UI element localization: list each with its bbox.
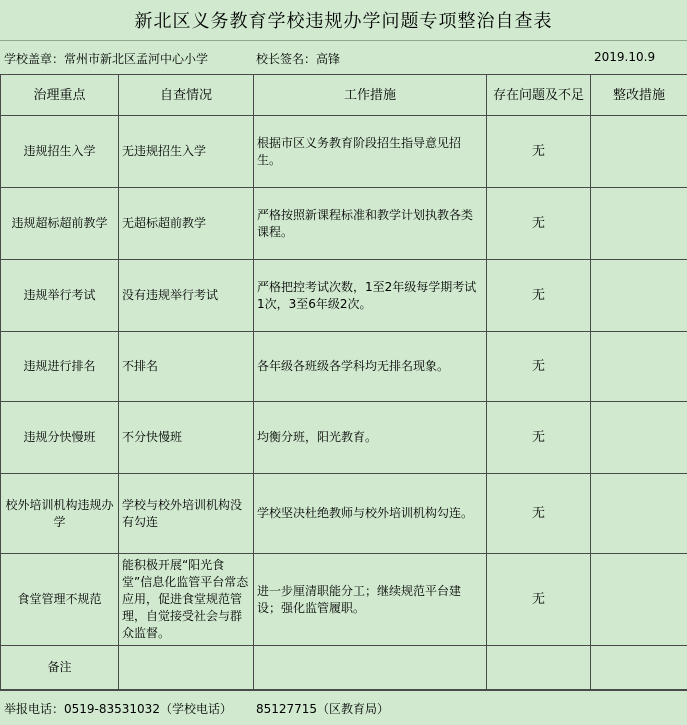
status-cell: 能积极开展“阳光食堂”信息化监管平台常态应用，促进食堂规范管理，自觉接受社会与群众监督。 [119, 554, 254, 646]
fix-cell [591, 554, 687, 646]
table-row [1, 332, 687, 402]
status-cell: 不分快慢班 [119, 402, 254, 474]
remark-cell [487, 646, 591, 690]
issues-cell: 无 [487, 402, 591, 474]
focus-cell: 违规超标超前教学 [1, 188, 119, 260]
remark-cell [591, 646, 687, 690]
table-row [1, 402, 687, 474]
check-table [0, 74, 687, 690]
measures-cell: 根据市区义务教育阶段招生指导意见招生。 [254, 116, 487, 188]
date: 2019.10.9 [594, 50, 656, 64]
focus-cell: 违规分快慢班 [1, 402, 119, 474]
table-row [1, 260, 687, 332]
meta-row [0, 40, 687, 75]
report-phone-2: 85127715（区教育局） [255, 701, 390, 716]
fix-cell [591, 116, 687, 188]
status-cell: 学校与校外培训机构没有勾连 [119, 474, 254, 554]
report-phone-footer [0, 690, 687, 725]
remark-row [1, 646, 687, 690]
table-row [1, 474, 687, 554]
focus-cell: 校外培训机构违规办学 [1, 474, 119, 554]
measures-cell: 各年级各班级各学科均无排名现象。 [254, 332, 487, 402]
status-cell: 不排名 [119, 332, 254, 402]
fix-cell [591, 402, 687, 474]
remark-label: 备注 [1, 646, 119, 690]
fix-cell [591, 474, 687, 554]
issues-cell: 无 [487, 116, 591, 188]
table-row [1, 116, 687, 188]
remark-cell [254, 646, 487, 690]
focus-cell: 食堂管理不规范 [1, 554, 119, 646]
header-issues: 存在问题及不足 [487, 75, 591, 116]
focus-cell: 违规举行考试 [1, 260, 119, 332]
measures-cell: 学校坚决杜绝教师与校外培训机构勾连。 [254, 474, 487, 554]
status-cell: 无超标超前教学 [119, 188, 254, 260]
table-row [1, 188, 687, 260]
issues-cell: 无 [487, 474, 591, 554]
issues-cell: 无 [487, 332, 591, 402]
measures-cell: 严格把控考试次数，1至2年级每学期考试1次，3至6年级2次。 [254, 260, 487, 332]
focus-cell: 违规招生入学 [1, 116, 119, 188]
fix-cell [591, 332, 687, 402]
report-phone-label: 举报电话：0519-83531032（学校电话） [4, 701, 232, 716]
fix-cell [591, 260, 687, 332]
table-row [1, 554, 687, 646]
issues-cell: 无 [487, 260, 591, 332]
principal-signature: 校长签名：高锋 [256, 52, 341, 66]
sheet-title: 新北区义务教育学校违规办学问题专项整治自查表 [0, 0, 687, 41]
remark-cell [119, 646, 254, 690]
measures-cell: 进一步厘清职能分工；继续规范平台建设；强化监管履职。 [254, 554, 487, 646]
status-cell: 没有违规举行考试 [119, 260, 254, 332]
header-measures: 工作措施 [254, 75, 487, 116]
measures-cell: 均衡分班，阳光教育。 [254, 402, 487, 474]
focus-cell: 违规进行排名 [1, 332, 119, 402]
measures-cell: 严格按照新课程标准和教学计划执教各类课程。 [254, 188, 487, 260]
header-status: 自查情况 [119, 75, 254, 116]
header-row [1, 75, 687, 116]
status-cell: 无违规招生入学 [119, 116, 254, 188]
header-fix: 整改措施 [591, 75, 687, 116]
issues-cell: 无 [487, 554, 591, 646]
header-focus: 治理重点 [1, 75, 119, 116]
school-stamp: 学校盖章：常州市新北区孟河中心小学 [4, 52, 209, 66]
issues-cell: 无 [487, 188, 591, 260]
fix-cell [591, 188, 687, 260]
